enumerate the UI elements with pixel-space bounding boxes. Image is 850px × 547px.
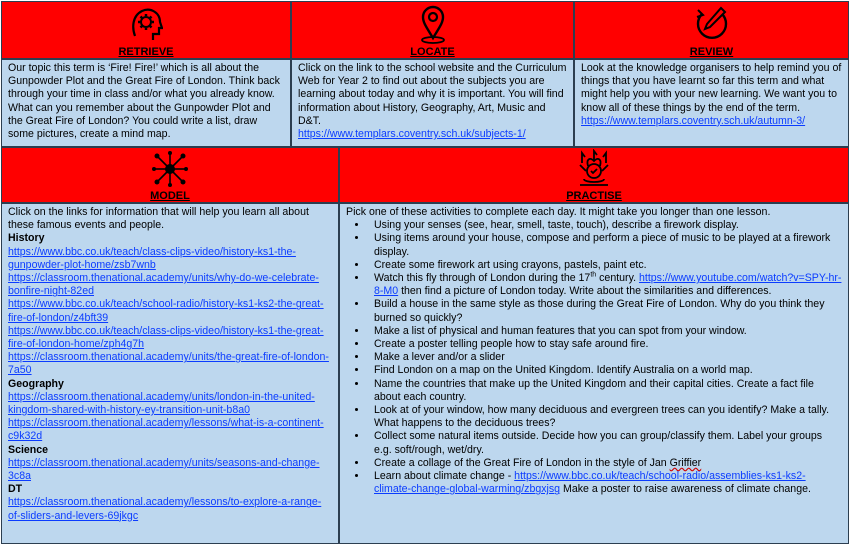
activity-item: • Collect some natural items outside. Decide how you can group/classify them. Label your groups e.g. soft/rough, wet/dry. [368, 430, 842, 456]
activity-item: • Name the countries that make up the United Kingdom and their capital cities. Create a fact file about each country. [368, 378, 842, 404]
locate-title: LOCATE [410, 46, 455, 58]
pencil-refresh-icon [694, 5, 730, 43]
practise-body [339, 203, 849, 544]
history-link[interactable]: https://classroom.thenational.academy/units/why-do-we-celebrate-bonfire-night-82ed [8, 272, 319, 298]
locate-header [291, 1, 574, 59]
activity-item: • Find London on a map on the United Kingdom. Identify Australia on a world map. [368, 364, 842, 377]
review-body [574, 59, 849, 147]
activity-item: • Build a house in the same style as those during the Great Fire of London. Why do you think they burned so quickly? [368, 298, 842, 324]
location-pin-icon [418, 4, 448, 44]
activity-item: • Using your senses (see, hear, smell, taste, touch), describe a firework display. [368, 219, 842, 232]
activity-list [346, 219, 842, 496]
practise-title: PRACTISE [566, 190, 622, 202]
activity-item: • Look at of your window, how many deciduous and evergreen trees can you identify? Make a tally. What happens to the deciduous trees? [368, 404, 842, 430]
model-body [1, 203, 339, 544]
model-intro: Click on the links for information that will help you learn all about these famous events and people. [8, 206, 309, 232]
activity-item: • Create some firework art using crayons, pastels, paint etc. [368, 259, 842, 272]
retrieve-text: Our topic this term is ‘Fire! Fire!’ which is all about the Gunpowder Plot and the Great Fire of London. Think back through your time in class and/or what you already know. What can you remember about the Gunpowder Plot and the Great Fire of London? You could write a list, draw some pictures, create a mind map. [8, 62, 280, 141]
model-header [1, 147, 339, 203]
geography-link[interactable]: https://classroom.thenational.academy/lessons/what-is-a-continent-c9k32d [8, 417, 324, 443]
review-header [574, 1, 849, 59]
retrieve-body [1, 59, 291, 147]
history-link[interactable]: https://www.bbc.co.uk/teach/class-clips-video/history-ks1-the-great-fire-of-london-home/zph4g7h [8, 324, 324, 351]
dt-link[interactable]: https://classroom.thenational.academy/lessons/to-explore-a-range-of-sliders-and-levers-69jkgc [8, 496, 322, 522]
practise-header [339, 147, 849, 203]
retrieve-title: RETRIEVE [118, 46, 174, 58]
geography-link[interactable]: https://classroom.thenational.academy/units/london-in-the-united-kingdom-shared-with-history-ey-transition-unit-b8a0 [8, 390, 315, 417]
dt-heading: DT [8, 483, 23, 496]
activity-item: • Learn about climate change - https://www.bbc.co.uk/teach/school-radio/assemblies-ks1-ks2-climate-change-global-warming/zbgxjsg Make a poster to raise awareness of climate change. [368, 470, 842, 496]
fire-figure-icon [574, 149, 614, 189]
history-link[interactable]: https://www.bbc.co.uk/teach/class-clips-video/history-ks1-the-gunpowder-plot-home/zsb7wnb [8, 245, 296, 271]
activity-item: • Watch this fly through of London during the 17th century. https://www.youtube.com/watch?v=SPY-hr-8-M0 then find a picture of London today. Write about the similarities and differences. [368, 272, 842, 298]
history-heading: History [8, 232, 45, 245]
history-link[interactable]: https://www.bbc.co.uk/teach/school-radio/history-ks1-ks2-the-great-fire-of-london/z4bft39 [8, 298, 324, 324]
review-text: Look at the knowledge organisers to help remind you of things that you have learnt so far this term and what might help you with your new learning. We want you to know all of these things by the end of the term. [581, 62, 842, 114]
review-title: REVIEW [689, 46, 734, 58]
locate-link[interactable]: https://www.templars.coventry.sch.uk/subjects-1/ [298, 128, 526, 141]
activity-item: • Using items around your house, compose and perform a piece of music to be played at a firework display. [368, 232, 842, 258]
history-link[interactable]: https://classroom.thenational.academy/units/the-great-fire-of-london-7a50 [8, 351, 329, 377]
network-nodes-icon [151, 150, 189, 188]
activity-item: • Create a collage of the Great Fire of London in the style of Jan Griffier [368, 457, 842, 470]
activity-item: • Create a poster telling people how to stay safe around fire. [368, 338, 842, 351]
locate-text: Click on the link to the school website and the Curriculum Web for Year 2 to find out about the subjects you are learning about today and why it is important. You will find information about History, Geography, Art, Music and D&T. [298, 62, 567, 127]
science-link[interactable]: https://classroom.thenational.academy/units/seasons-and-change-3c8a [8, 456, 320, 483]
climate-link[interactable]: https://www.bbc.co.uk/teach/school-radio/assemblies-ks1-ks2-climate-change-global-warming/zbgxjsg [374, 470, 806, 496]
science-heading: Science [8, 443, 49, 456]
practise-intro: Pick one of these activities to complete each day. It might take you longer than one lesson. [346, 206, 771, 218]
retrieve-header [1, 1, 291, 59]
locate-body [291, 59, 574, 147]
activity-item: • Make a lever and/or a slider [368, 351, 842, 364]
model-title: MODEL [150, 190, 190, 202]
geography-heading: Geography [8, 377, 64, 390]
youtube-link[interactable]: https://www.youtube.com/watch?v=SPY-hr-8-M0 [374, 272, 842, 298]
activity-item: • Make a list of physical and human features that you can spot from your window. [368, 325, 842, 338]
review-link[interactable]: https://www.templars.coventry.sch.uk/autumn-3/ [581, 114, 806, 127]
head-cog-icon [129, 6, 163, 42]
